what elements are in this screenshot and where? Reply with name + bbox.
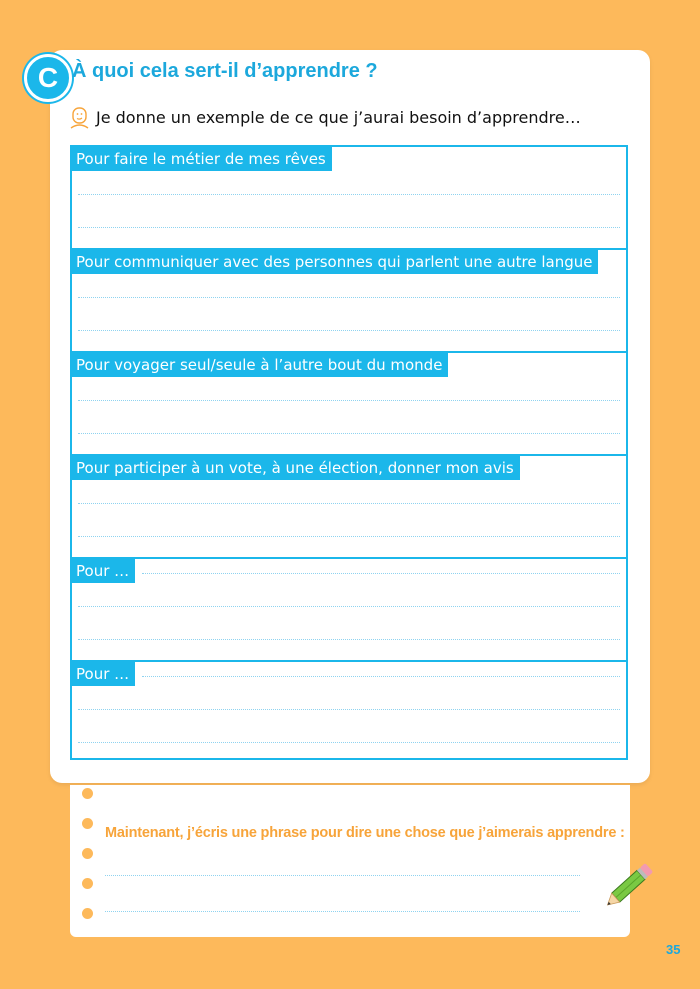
notepad-writing-line[interactable] (105, 911, 580, 912)
writing-line[interactable] (78, 536, 620, 537)
page-number: 35 (666, 942, 681, 957)
example-row (72, 456, 626, 559)
thinking-face-icon (70, 107, 90, 129)
writing-line[interactable] (142, 573, 620, 574)
pencil-icon (598, 858, 660, 916)
writing-line[interactable] (78, 503, 620, 504)
notepad-hole (82, 818, 93, 829)
row-label: Pour … (72, 662, 135, 686)
writing-line[interactable] (78, 194, 620, 195)
writing-line[interactable] (78, 227, 620, 228)
writing-line[interactable] (142, 676, 620, 677)
notepad-instruction: Maintenant, j’écris une phrase pour dire une chose que j’aimerais apprendre : (105, 825, 625, 841)
examples-table (70, 145, 628, 760)
notepad-writing-line[interactable] (105, 875, 580, 876)
row-label: Pour faire le métier de mes rêves (72, 147, 332, 171)
writing-line[interactable] (78, 330, 620, 331)
example-row (72, 662, 626, 765)
writing-line[interactable] (78, 742, 620, 743)
writing-line[interactable] (78, 400, 620, 401)
writing-line[interactable] (78, 709, 620, 710)
example-row (72, 250, 626, 353)
writing-line[interactable] (78, 639, 620, 640)
row-label: Pour communiquer avec des personnes qui parlent une autre langue (72, 250, 598, 274)
notepad-hole (82, 908, 93, 919)
row-label: Pour … (72, 559, 135, 583)
example-row (72, 147, 626, 250)
notepad (70, 785, 630, 937)
instruction-text: Je donne un exemple de ce que j’aurai besoin d’apprendre… (96, 108, 581, 127)
section-title: À quoi cela sert-il d’apprendre ? (72, 60, 378, 82)
notepad-hole (82, 878, 93, 889)
notepad-hole (82, 788, 93, 799)
notepad-hole (82, 848, 93, 859)
example-row (72, 353, 626, 456)
writing-line[interactable] (78, 606, 620, 607)
example-row (72, 559, 626, 662)
writing-line[interactable] (78, 433, 620, 434)
row-label: Pour participer à un vote, à une élection, donner mon avis (72, 456, 520, 480)
row-label: Pour voyager seul/seule à l’autre bout du monde (72, 353, 448, 377)
section-badge: C (24, 54, 72, 102)
writing-line[interactable] (78, 297, 620, 298)
